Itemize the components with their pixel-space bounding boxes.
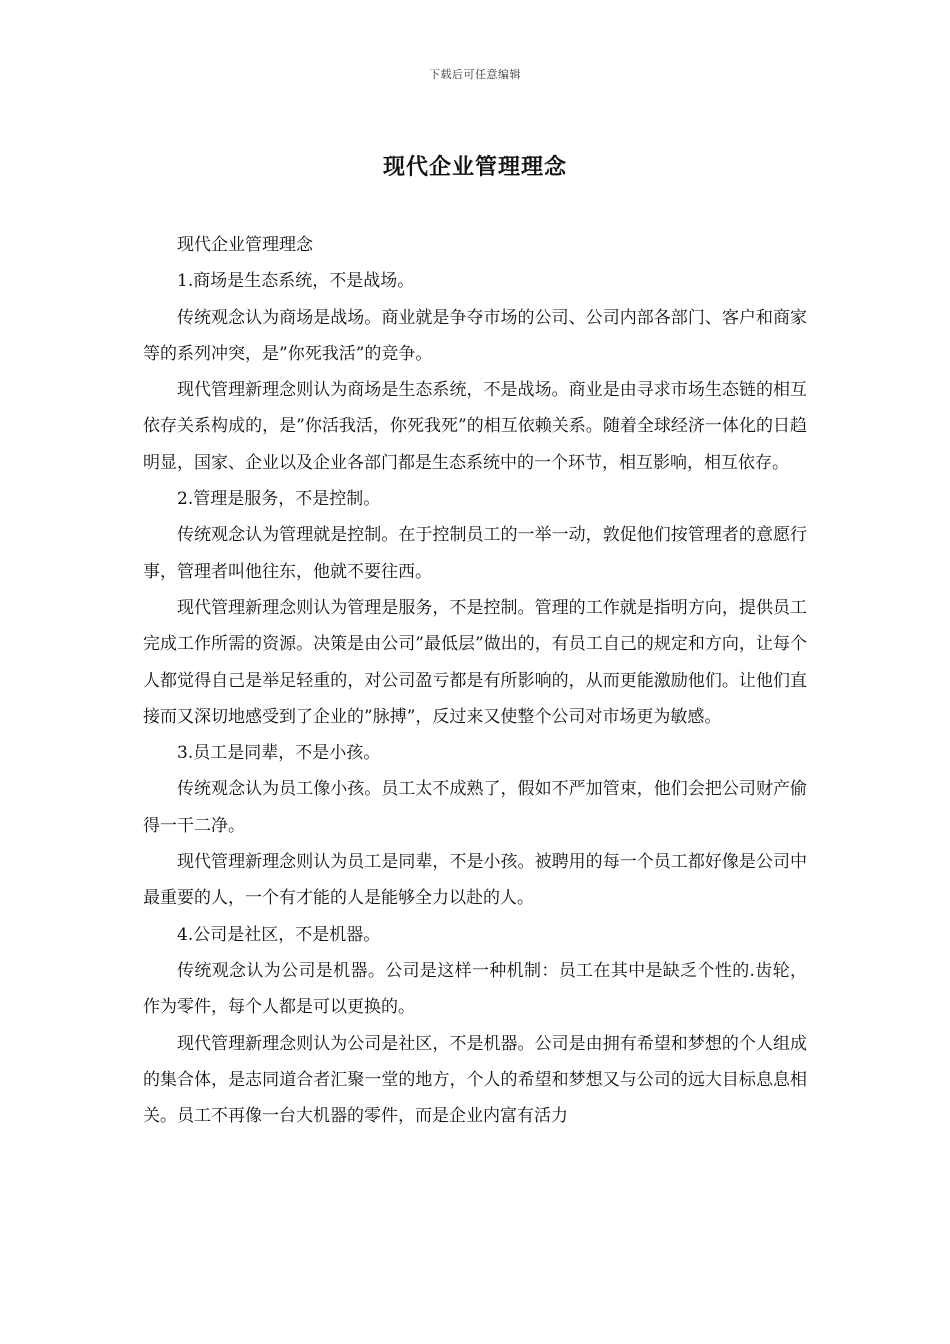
header-note: 下载后可任意编辑 (429, 68, 521, 81)
paragraph: 现代管理新理念则认为员工是同辈，不是小孩。被聘用的每一个员工都好像是公司中最重要的人，一个有才能的人是能够全力以赴的人。 (143, 852, 807, 909)
paragraph: 现代管理新理念则认为管理是服务，不是控制。管理的工作就是指明方向，提供员工完成工作所需的资源。决策是由公司”最低层”做出的，有员工自己的规定和方向，让每个人都觉得自己是举足轻重的，对公司盈亏都是有所影响的，从而更能激励他们。让他们直接而又深切地感受到了企业的”脉搏”，反过来又使整个公司对市场更为敏感。 (143, 597, 807, 727)
paragraph: 现代管理新理念则认为公司是社区，不是机器。公司是由拥有希望和梦想的个人组成的集合体，是志同道合者汇聚一堂的地方，个人的希望和梦想又与公司的远大目标息息相关。员工不再像一台大机器的零件，而是企业内富有活力 (143, 1033, 807, 1127)
paragraph: 现代管理新理念则认为商场是生态系统，不是战场。商业是由寻求市场生态链的相互依存关系构成的，是”你活我活，你死我死”的相互依赖关系。随着全球经济一体化的日趋明显，国家、企业以及企业各部门都是生态系统中的一个环节，相互影响，相互依存。 (143, 380, 807, 473)
paragraph: 传统观念认为管理就是控制。在于控制员工的一举一动，敦促他们按管理者的意愿行事，管理者叫他往东，他就不要往西。 (143, 525, 807, 582)
section-heading-3: 3.员工是同辈，不是小孩。 (177, 743, 381, 764)
document-body (143, 227, 807, 1134)
paragraph: 传统观念认为商场是战场。商业就是争夺市场的公司、公司内部各部门、客户和商家等的系列冲突，是”你死我活”的竞争。 (143, 307, 807, 364)
document-title: 现代企业管理理念 (382, 154, 567, 180)
section-heading-4: 4.公司是社区，不是机器。 (177, 924, 381, 945)
paragraph: 传统观念认为公司是机器。公司是这样一种机制：员工在其中是缺乏个性的.齿轮，作为零件，每个人都是可以更换的。 (143, 960, 807, 1018)
section-heading-1: 1.商场是生态系统，不是战场。 (177, 271, 415, 292)
section-heading-2: 2.管理是服务，不是控制。 (177, 489, 381, 510)
paragraph: 传统观念认为员工像小孩。员工太不成熟了，假如不严加管束，他们会把公司财产偷得一干二净。 (143, 779, 807, 836)
paragraph-subtitle: 现代企业管理理念 (177, 235, 313, 255)
